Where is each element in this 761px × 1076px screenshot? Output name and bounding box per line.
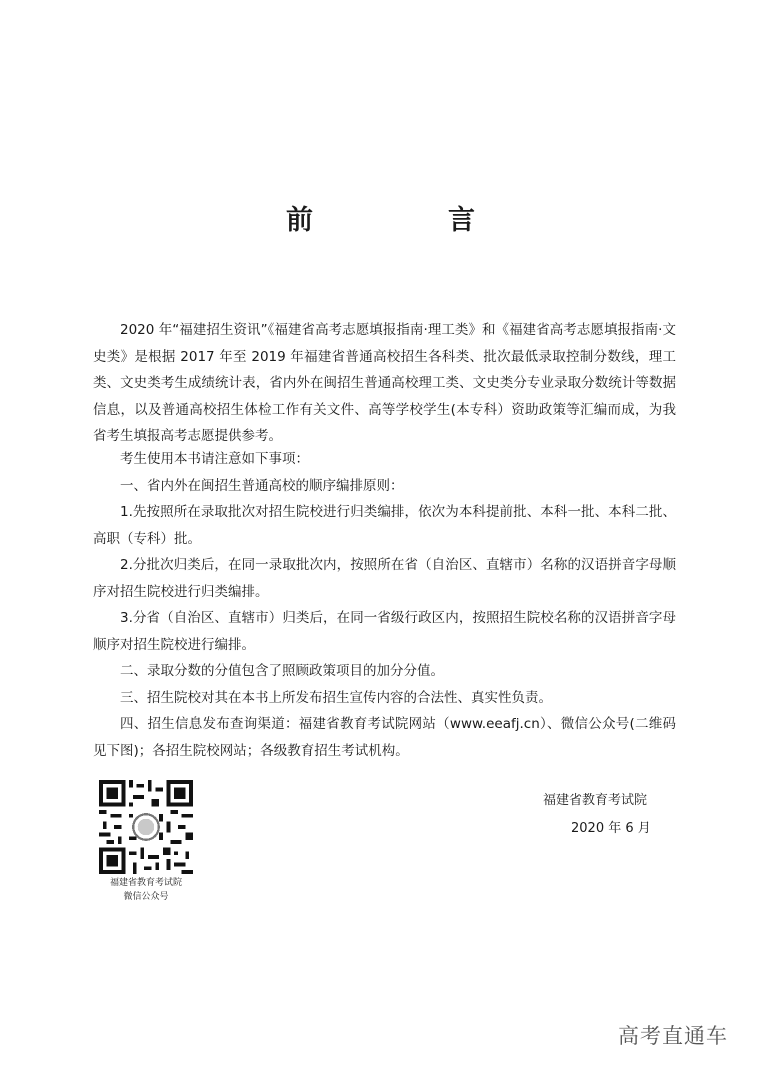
signature-block xyxy=(543,787,651,843)
qr-caption-line: 微信公众号 xyxy=(123,892,169,902)
intro-paragraph: 2020 年“福建招生资讯”《福建省高考志愿填报指南·理工类》和《福建省高考志愿填报指南·文史类》是根据 2017 年至 2019 年福建省普通高校招生各科类、批次最低录取控制分数线，理工类、文史类考生成绩统计表，省内外在闽招生普通高校理工类、文史类分专业录取分数统计等数据信息，以及普通高校招生体检工作有关文件、高等学校学生(本专科）资助政策等汇编而成，为我省考生填报高考志愿提供参考。 xyxy=(93,322,676,444)
intro-paragraph-block xyxy=(93,317,676,450)
note-item: 3.分省（自治区、直辖市）归类后，在同一省级行政区内，按照招生院校名称的汉语拼音字母顺序对招生院校进行编排。 xyxy=(93,610,676,653)
note-item: 四、招生信息发布查询渠道：福建省教育考试院网站（www.eeafj.cn）、微信公众号(二维码见下图)；各招生院校网站；各级教育招生考试机构。 xyxy=(93,716,676,759)
note-item: 2.分批次归类后，在同一录取批次内，按照所在省（自治区、直辖市）名称的汉语拼音字母顺序对招生院校进行归类编排。 xyxy=(93,557,676,600)
qr-code-icon xyxy=(99,780,193,874)
watermark: 高考直通车 xyxy=(618,1024,728,1048)
notes-heading: 考生使用本书请注意如下事项： xyxy=(120,451,309,467)
notes-block xyxy=(93,446,676,764)
qr-caption-line: 福建省教育考试院 xyxy=(109,878,182,888)
page-title: 前 言 xyxy=(286,205,529,236)
qr-caption xyxy=(86,876,206,904)
signature-date: 2020 年 6 月 xyxy=(571,821,651,836)
note-item: 一、省内外在闽招生普通高校的顺序编排原则： xyxy=(120,477,404,494)
note-item: 三、招生院校对其在本书上所发布招生宣传内容的合法性、真实性负责。 xyxy=(120,689,552,706)
signature-org: 福建省教育考试院 xyxy=(543,793,648,808)
note-item: 二、录取分数的分值包含了照顾政策项目的加分分值。 xyxy=(120,663,444,679)
note-item: 1.先按照所在录取批次对招生院校进行归类编排，依次为本科提前批、本科一批、本科二批、高职（专科）批。 xyxy=(93,504,676,547)
